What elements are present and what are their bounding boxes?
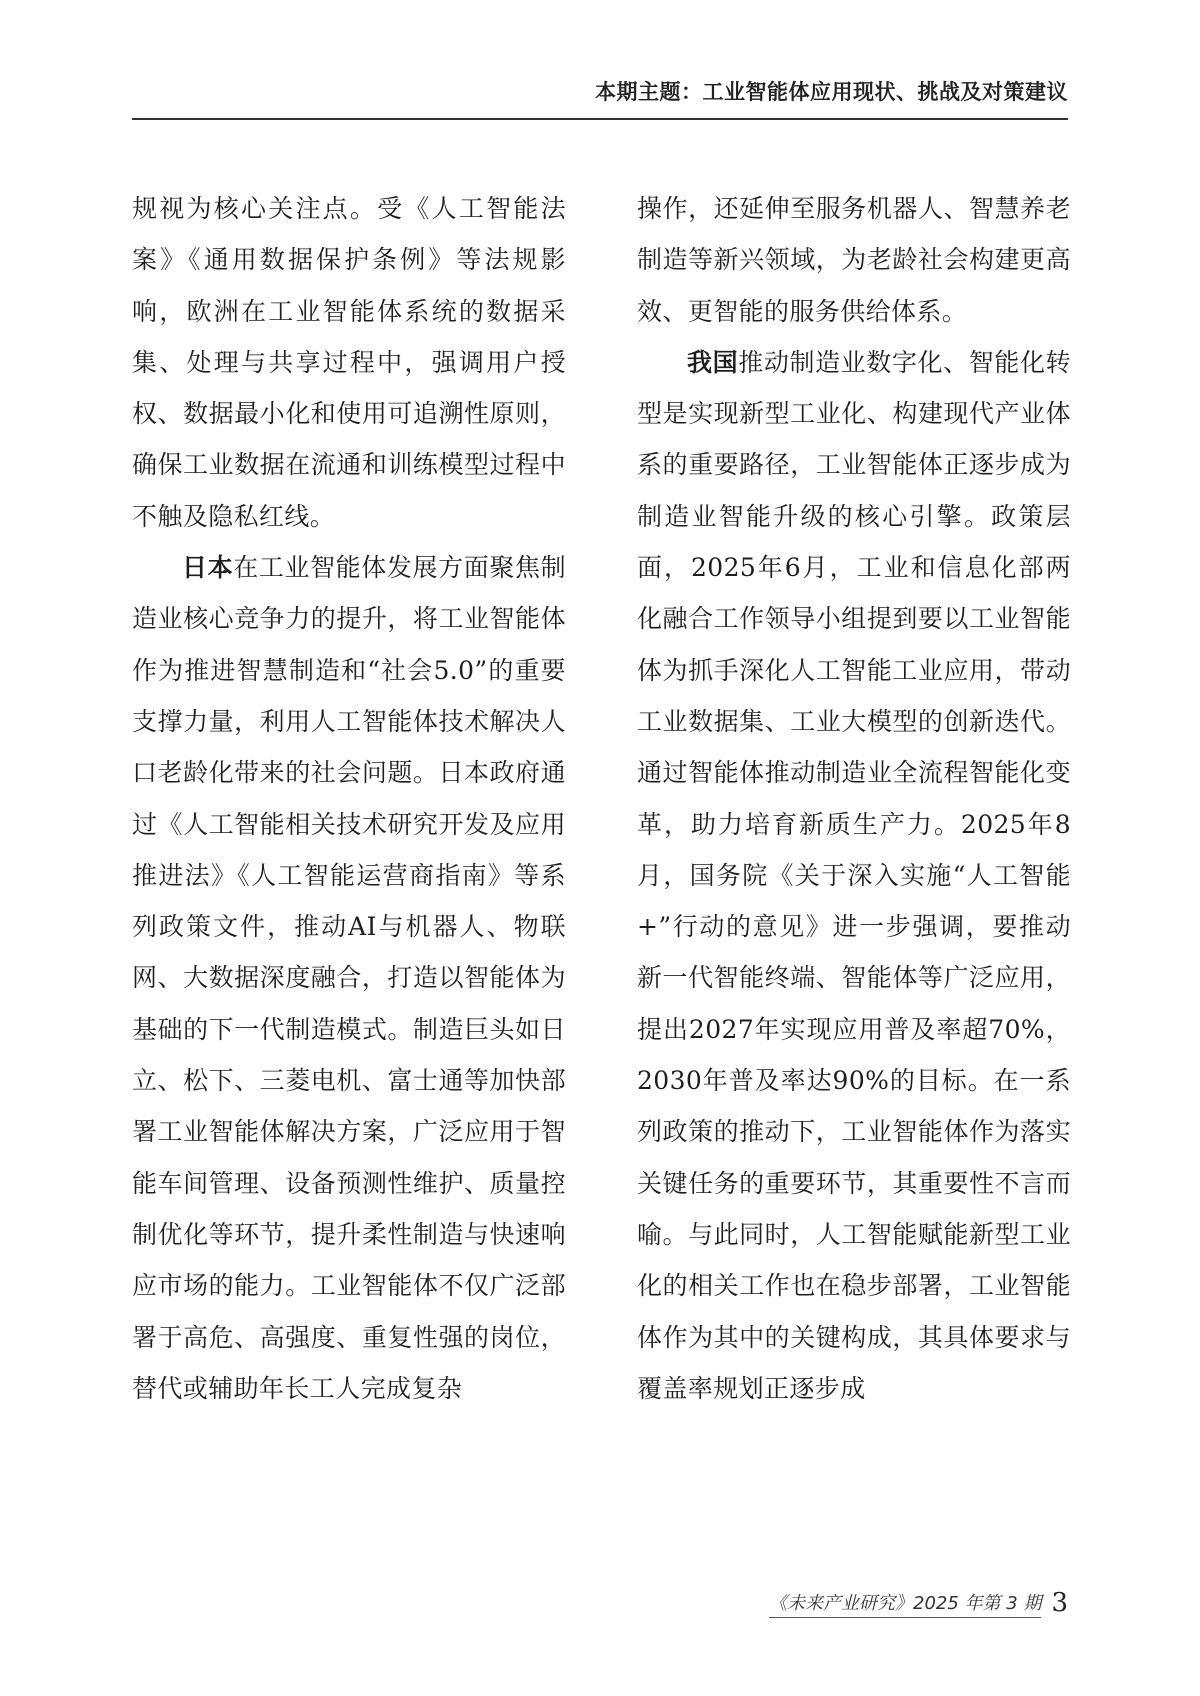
journal-citation: 《未来产业研究》2025 年第 3 期 bbox=[769, 1589, 1041, 1618]
left-column bbox=[132, 183, 566, 1414]
right-paragraph-china bbox=[637, 337, 1071, 1414]
left-paragraph-continued: 规视为核心关注点。受《人工智能法案》《通用数据保护条例》等法规影响，欧洲在工业智能体系统的数据采集、处理与共享过程中，强调用户授权、数据最小化和使用可追溯性原则，确保工业数据在流通和训练模型过程中不触及隐私红线。 bbox=[132, 194, 566, 531]
paragraph-body-china: 推动制造业数字化、智能化转型是实现新型工业化、构建现代产业体系的重要路径，工业智能体正逐步成为制造业智能升级的核心引擎。政策层面，2025年6月，工业和信息化部两化融合工作领导小组提到要以工业智能体为抓手深化人工智能工业应用，带动工业数据集、工业大模型的创新迭代。通过智能体推动制造业全流程智能化变革，助力培育新质生产力。2025年8月，国务院《关于深入实施“人工智能+”行动的意见》进一步强调，要推动新一代智能终端、智能体等广泛应用，提出2027年实现应用普及率超70%，2030年普及率达90%的目标。在一系列政策的推动下，工业智能体作为落实关键任务的重要环节，其重要性不言而喻。与此同时，人工智能赋能新型工业化的相关工作也在稳步部署，工业智能体作为其中的关键构成，其具体要求与覆盖率规划正逐步成 bbox=[637, 347, 1071, 1403]
page-number: 3 bbox=[1051, 1588, 1068, 1618]
issue-theme-title: 本期主题：工业智能体应用现状、挑战及对策建议 bbox=[595, 80, 1068, 104]
paragraph-body-japan: 在工业智能体发展方面聚焦制造业核心竞争力的提升，将工业智能体作为推进智慧制造和“社会5.0”的重要支撑力量，利用人工智能体技术解决人口老龄化带来的社会问题。日本政府通过《人工智能相关技术研究开发及应用推进法》《人工智能运营商指南》等系列政策文件，推动AI与机器人、物联网、大数据深度融合，打造以智能体为基础的下一代制造模式。制造巨头如日立、松下、三菱电机、富士通等加快部署工业智能体解决方案，广泛应用于智能车间管理、设备预测性维护、质量控制优化等环节，提升柔性制造与快速响应市场的能力。工业智能体不仅广泛部署于高危、高强度、重复性强的岗位，替代或辅助年长工人完成复杂 bbox=[132, 553, 566, 1403]
right-paragraph-continued: 操作，还延伸至服务机器人、智慧养老制造等新兴领域，为老龄社会构建更高效、更智能的服务供给体系。 bbox=[637, 194, 1071, 326]
running-header bbox=[132, 78, 1068, 120]
paragraph-lead-china: 我国 bbox=[687, 347, 739, 377]
left-paragraph-japan bbox=[132, 542, 566, 1414]
right-column bbox=[637, 183, 1071, 1414]
paragraph-lead-japan: 日本 bbox=[182, 553, 234, 583]
page-footer bbox=[769, 1583, 1068, 1623]
